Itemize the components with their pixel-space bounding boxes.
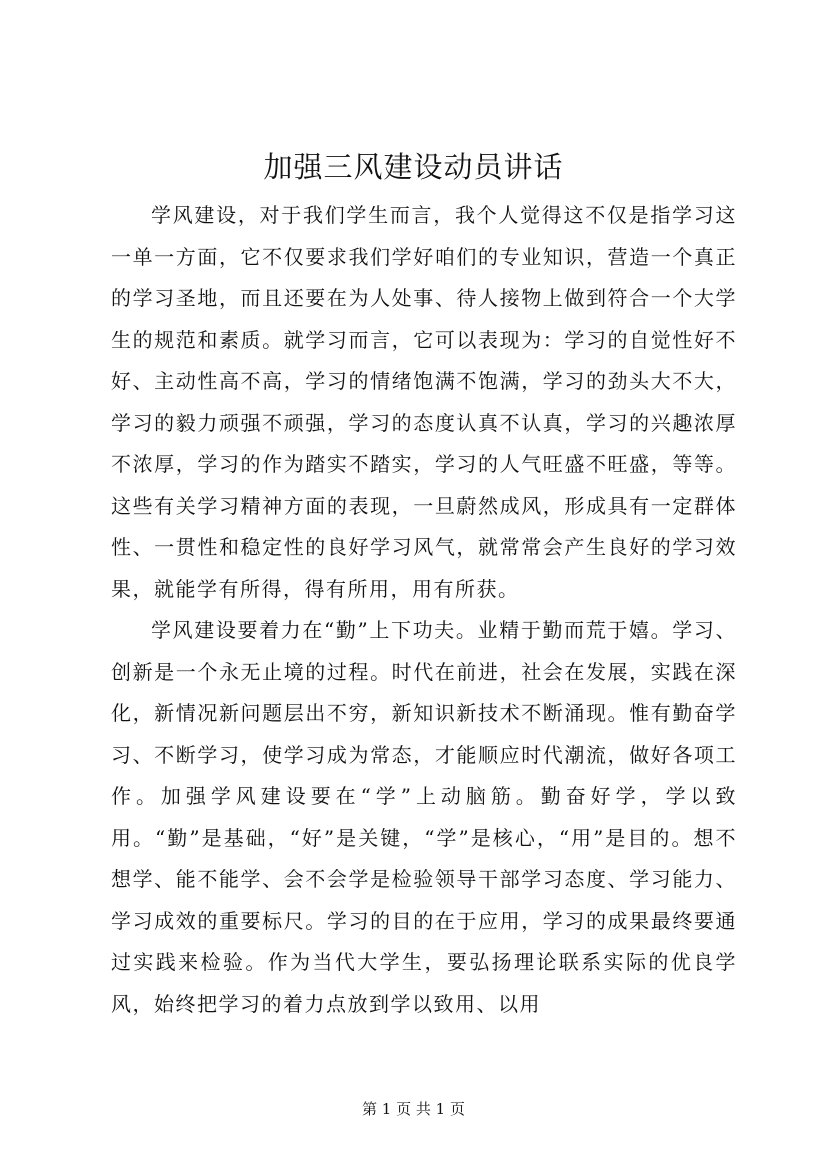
document-body [111,195,737,1025]
paragraph: 学风建设要着力在“勤”上下功夫。业精于勤而荒于嬉。学习、创新是一个永无止境的过程。时代在前进，社会在发展，实践在深化，新情况新问题层出不穷，新知识新技术不断涌现。惟有勤奋学习、不断学习，使学习成为常态，才能顺应时代潮流，做好各项工作。加强学风建设要在“学”上动脑筋。勤奋好学，学以致用。“勤”是基础，“好”是关键，“学”是核心，“用”是目的。想不想学、能不能学、会不会学是检验领导干部学习态度、学习能力、学习成效的重要标尺。学习的目的在于应用，学习的成果最终要通过实践来检验。作为当代大学生，要弘扬理论联系实际的优良学风，始终把学习的着力点放到学以致用、以用 [111,618,737,1016]
paragraph: 学风建设，对于我们学生而言，我个人觉得这不仅是指学习这一单一方面，它不仅要求我们学好咱们的专业知识，营造一个真正的学习圣地，而且还要在为人处事、待人接物上做到符合一个大学生的规范和素质。就学习而言，它可以表现为：学习的自觉性好不好、主动性高不高，学习的情绪饱满不饱满，学习的劲头大不大，学习的毅力顽强不顽强，学习的态度认真不认真，学习的兴趣浓厚不浓厚，学习的作为踏实不踏实，学习的人气旺盛不旺盛，等等。这些有关学习精神方面的表现，一旦蔚然成风，形成具有一定群体性、一贯性和稳定性的良好学习风气，就常常会产生良好的学习效果，就能学有所得，得有所用，用有所获。 [111,203,737,601]
page-number-footer: 第 1 页 共 1 页 [362,1100,465,1118]
document-title: 加强三风建设动员讲话 [263,150,564,184]
